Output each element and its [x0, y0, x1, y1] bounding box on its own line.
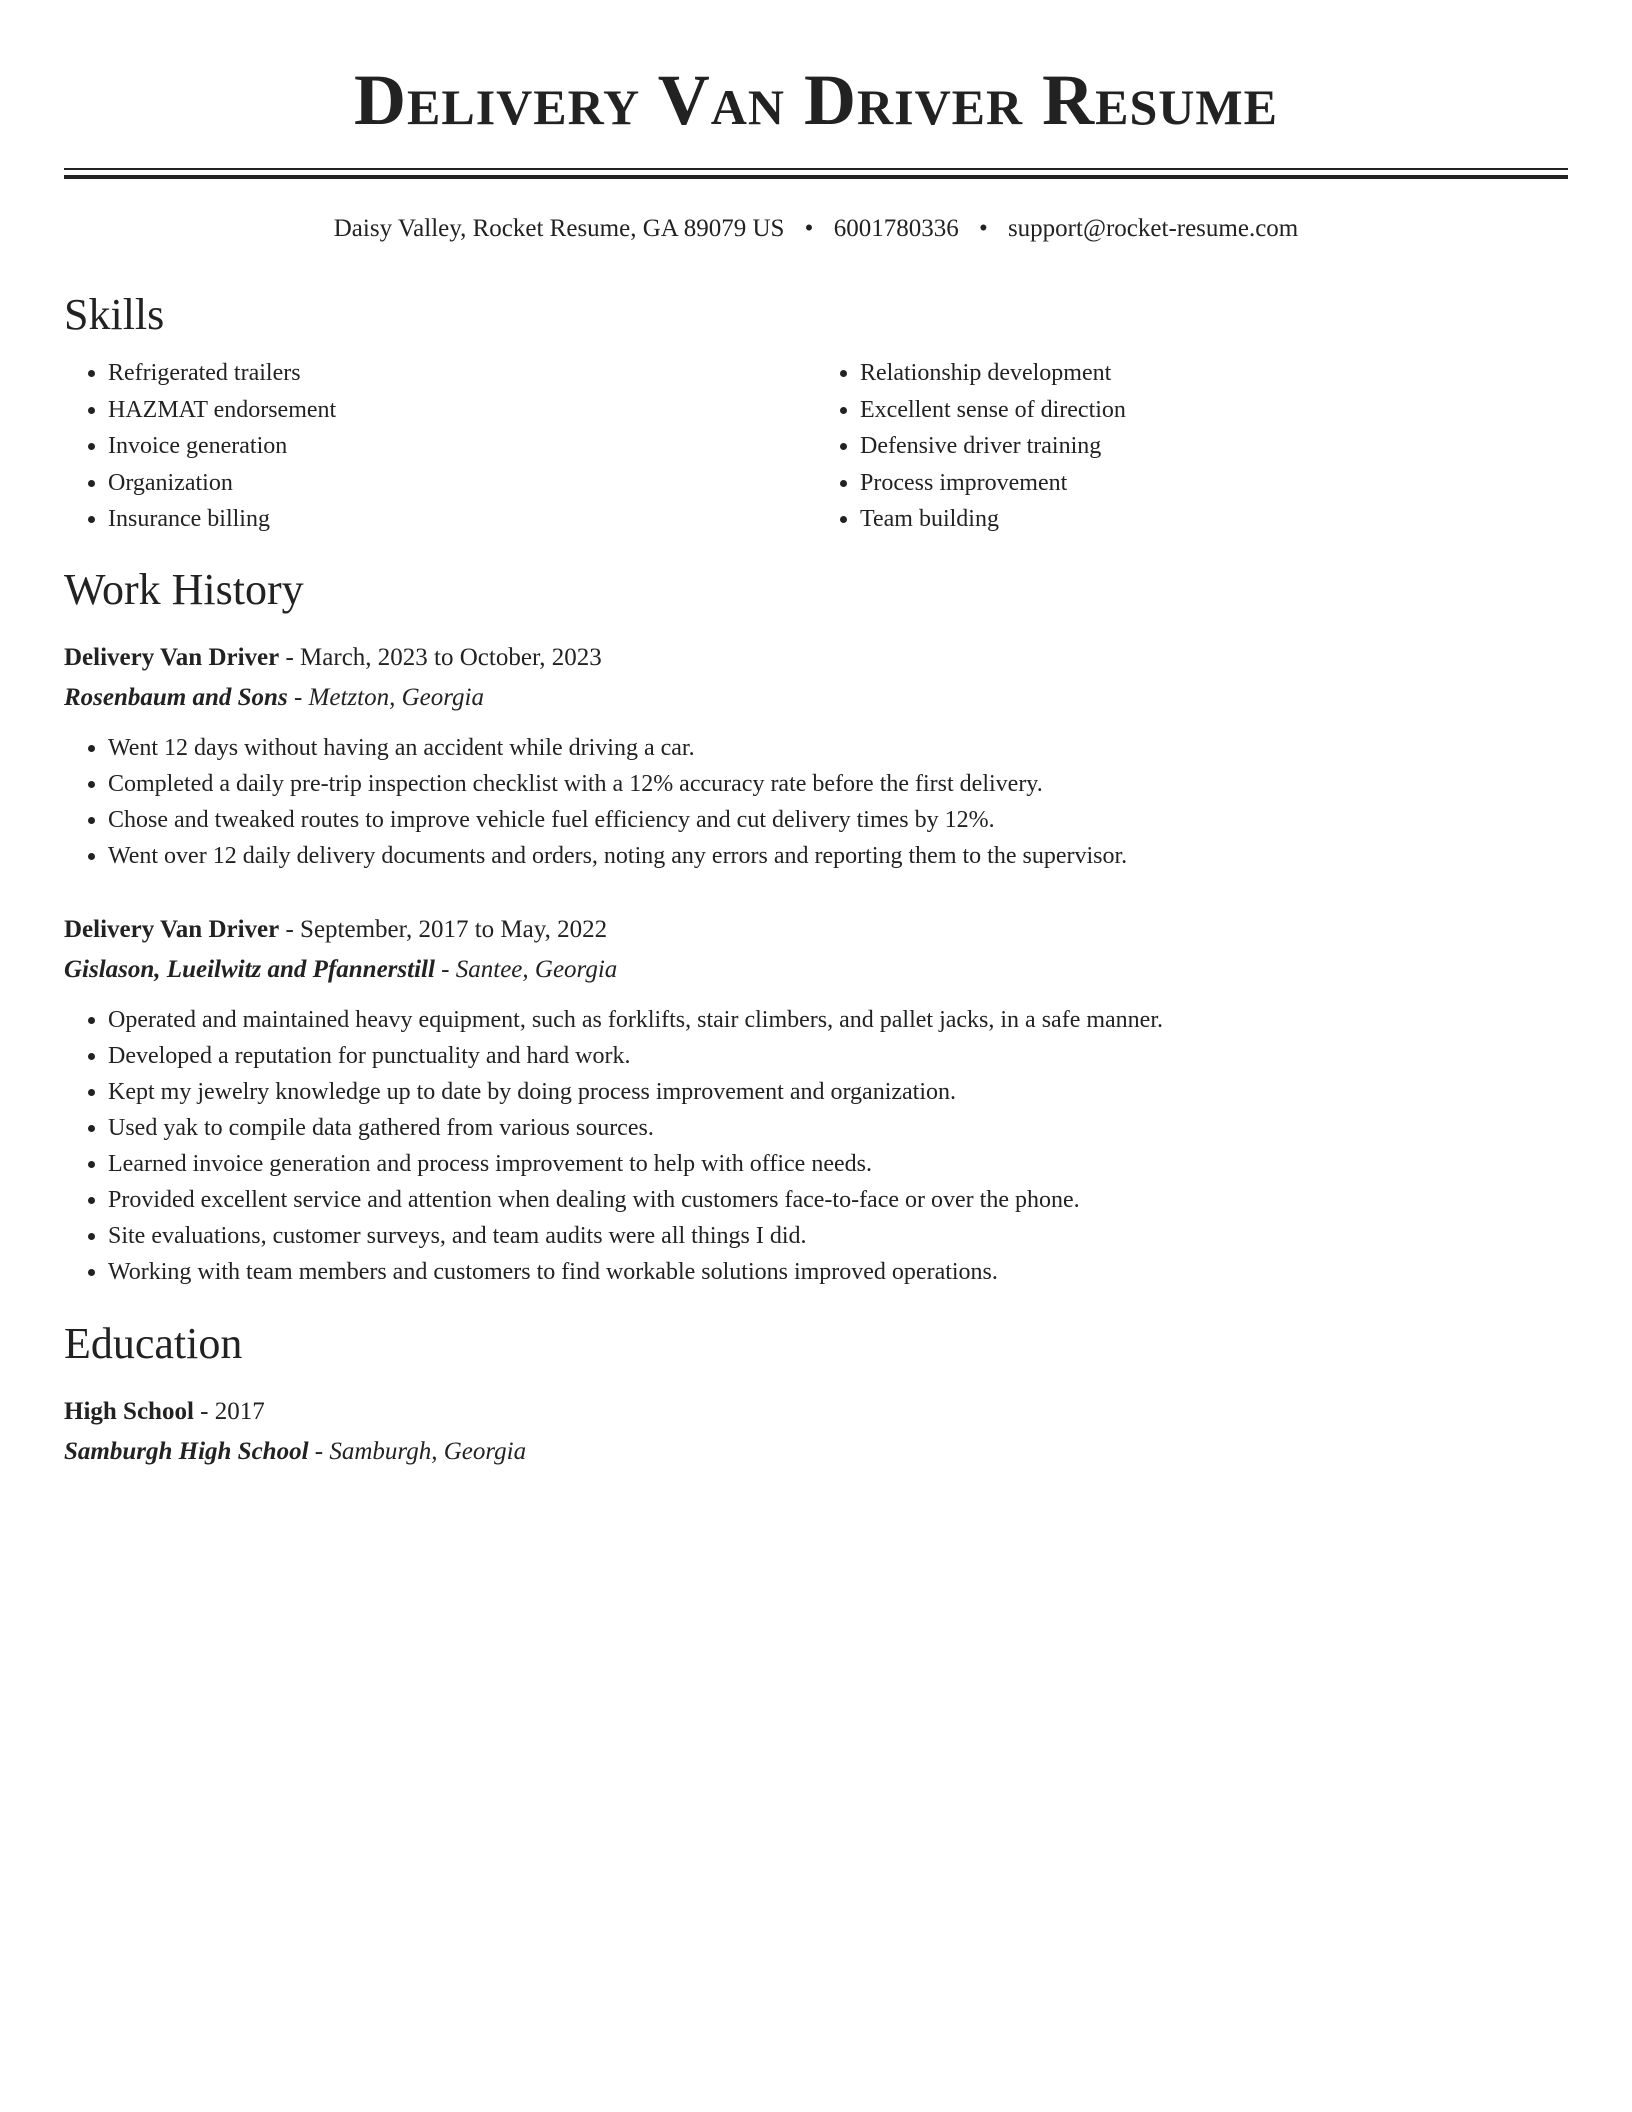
job-bullet: • Went 12 days without having an accident while driving a car. — [108, 730, 1568, 766]
job-company: Rosenbaum and Sons — [64, 683, 288, 711]
education-location: - Samburgh, Georgia — [308, 1437, 527, 1465]
skills-column-right — [816, 355, 1568, 538]
skills-list — [64, 355, 1568, 538]
skill-item: • Relationship development — [860, 355, 1568, 392]
skills-heading: Skills — [64, 290, 165, 339]
job-bullet: • Operated and maintained heavy equipment, such as forklifts, stair climbers, and pallet jacks, in a safe manner. — [108, 1002, 1568, 1038]
job-company-line — [64, 950, 1568, 990]
education-school: Samburgh High School — [64, 1437, 309, 1465]
work-history-heading: Work History — [64, 564, 304, 614]
skills-column-left — [64, 355, 816, 538]
resume-title: Delivery Van Driver Resume — [354, 60, 1278, 140]
job-bullet: • Used yak to compile data gathered from various sources. — [108, 1110, 1568, 1146]
title-rule-thin — [64, 168, 1568, 170]
skill-item: • Process improvement — [860, 465, 1568, 502]
skill-item: • HAZMAT endorsement — [108, 392, 816, 429]
education-heading: Education — [64, 1318, 243, 1368]
job-title-line — [64, 910, 1568, 950]
skill-item: • Insurance billing — [108, 501, 816, 538]
job-location: - Metzton, Georgia — [287, 683, 484, 711]
contact-separator: • — [804, 215, 814, 242]
education-year: - 2017 — [193, 1397, 265, 1425]
education-entry — [64, 1392, 1568, 1472]
job-bullet: • Site evaluations, customer surveys, and team audits were all things I did. — [108, 1218, 1568, 1254]
job-bullets — [64, 730, 1568, 874]
skill-item: • Refrigerated trailers — [108, 355, 816, 392]
job-dates: - March, 2023 to October, 2023 — [279, 643, 602, 671]
job-bullet: • Provided excellent service and attention when dealing with customers face-to-face or over the phone. — [108, 1182, 1568, 1218]
job-bullet: • Went over 12 daily delivery documents and orders, noting any errors and reporting them to the supervisor. — [108, 838, 1568, 874]
skill-item: • Excellent sense of direction — [860, 392, 1568, 429]
job-bullets — [64, 1002, 1568, 1290]
skill-item: • Organization — [108, 465, 816, 502]
job-dates: - September, 2017 to May, 2022 — [279, 915, 608, 943]
education-degree-line — [64, 1392, 1568, 1432]
skill-item: • Invoice generation — [108, 428, 816, 465]
job-bullet: • Completed a daily pre-trip inspection checklist with a 12% accuracy rate before the first delivery. — [108, 766, 1568, 802]
skill-item: • Team building — [860, 501, 1568, 538]
job-entry — [64, 638, 1568, 874]
education-school-line — [64, 1432, 1568, 1472]
job-entry — [64, 910, 1568, 1290]
job-bullet: • Learned invoice generation and process improvement to help with office needs. — [108, 1146, 1568, 1182]
contact-phone: 6001780336 — [833, 215, 959, 242]
contact-separator: • — [978, 215, 988, 242]
job-role: Delivery Van Driver — [64, 915, 280, 943]
job-role: Delivery Van Driver — [64, 643, 280, 671]
job-title-line — [64, 638, 1568, 678]
job-company-line — [64, 678, 1568, 718]
contact-line — [64, 213, 1568, 245]
job-location: - Santee, Georgia — [434, 955, 618, 983]
education-degree: High School — [64, 1397, 194, 1425]
skill-item: • Defensive driver training — [860, 428, 1568, 465]
job-bullet: • Kept my jewelry knowledge up to date by doing process improvement and organization. — [108, 1074, 1568, 1110]
title-rule-thick — [64, 175, 1568, 179]
job-bullet: • Working with team members and customers to find workable solutions improved operations. — [108, 1254, 1568, 1290]
contact-email: support@rocket-resume.com — [1007, 215, 1299, 242]
job-bullet: • Chose and tweaked routes to improve vehicle fuel efficiency and cut delivery times by 12%. — [108, 802, 1568, 838]
job-bullet: • Developed a reputation for punctuality and hard work. — [108, 1038, 1568, 1074]
contact-address: Daisy Valley, Rocket Resume, GA 89079 US — [333, 215, 785, 242]
job-company: Gislason, Lueilwitz and Pfannerstill — [64, 955, 435, 983]
